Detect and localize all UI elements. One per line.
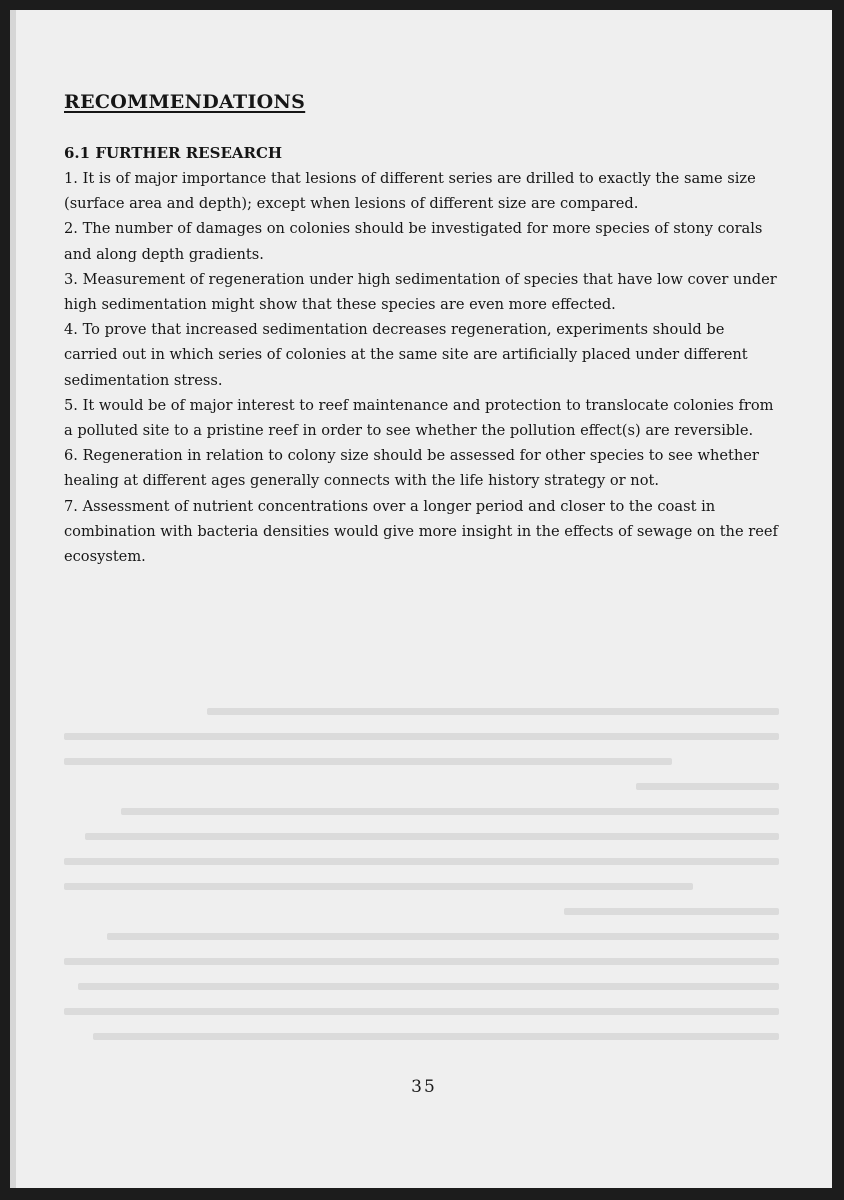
page-number: 35	[411, 1077, 437, 1097]
recommendation-item-4: 4. To prove that increased sedimentation decreases regeneration, experiments should be carried out in which series of colonies at the same site are artificially placed under different sedimentation stress.	[64, 321, 748, 389]
document-body	[64, 90, 779, 569]
section-heading: RECOMMENDATIONS	[64, 91, 306, 113]
recommendation-item-3: 3. Measurement of regeneration under high sedimentation of species that have low cover under high sedimentation might show that these species are even more effected.	[64, 270, 777, 314]
recommendation-item-6: 6. Regeneration in relation to colony size should be assessed for other species to see whether healing at different ages generally connects with the life history strategy or not.	[64, 447, 759, 490]
recommendation-item-1: 1. It is of major importance that lesions of different series are drilled to exactly the same size (surface area and depth); except when lesions of different size are compared.	[64, 170, 756, 213]
show-through-text	[64, 670, 779, 1040]
recommendation-item-7: 7. Assessment of nutrient concentrations over a longer period and closer to the coast in combination with bacteria densities would give more insight in the effects of sewage on the reef ecosystem.	[64, 497, 778, 566]
subsection-heading: 6.1 FURTHER RESEARCH	[64, 144, 283, 162]
recommendation-item-5: 5. It would be of major interest to reef maintenance and protection to translocate colonies from a polluted site to a pristine reef in order to see whether the pollution effect(s) are reversible.	[64, 396, 774, 440]
recommendation-item-2: 2. The number of damages on colonies should be investigated for more species of stony corals and along depth gradients.	[64, 220, 763, 263]
document-page	[10, 10, 832, 1188]
